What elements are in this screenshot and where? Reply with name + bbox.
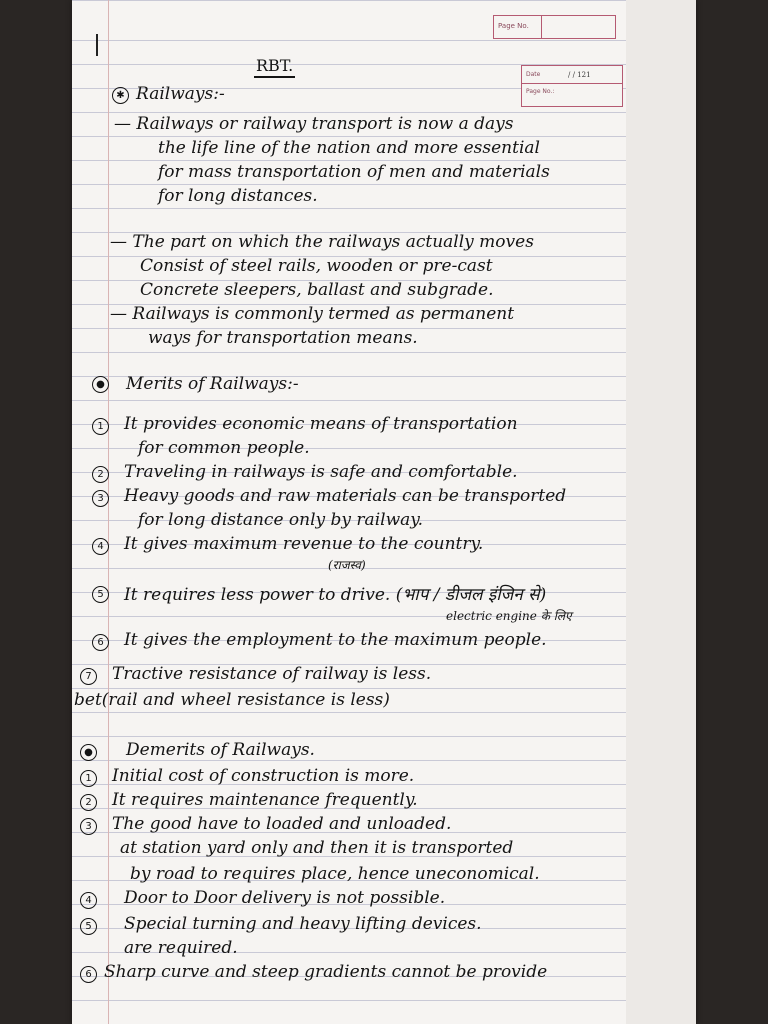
list-number: 6 <box>92 634 109 651</box>
merit-line: bet(rail and wheel resistance is less) <box>74 690 390 710</box>
demerit-line: Sharp curve and steep gradients cannot be provide <box>104 962 548 982</box>
merits-heading: Merits of Railways:- <box>126 374 299 394</box>
section-bullet-icon: ● <box>92 376 109 393</box>
section-bullet-icon: ✱ <box>112 87 129 104</box>
list-number: 2 <box>92 466 109 483</box>
list-number: 2 <box>80 794 97 811</box>
railways-line: the life line of the nation and more essential <box>158 138 540 158</box>
demerits-heading: Demerits of Railways. <box>126 740 315 760</box>
merit-line: It gives the employment to the maximum people. <box>124 630 547 650</box>
railways-heading: Railways:- <box>136 84 225 104</box>
railways-line: for long distances. <box>158 186 318 206</box>
list-number: 1 <box>80 770 97 787</box>
margin-line <box>108 0 109 1024</box>
railways-line: ways for transportation means. <box>148 328 418 348</box>
list-number: 1 <box>92 418 109 435</box>
demerit-line: Special turning and heavy lifting devices. <box>124 914 482 934</box>
date-label: Date <box>526 71 541 78</box>
demerit-line: It requires maintenance frequently. <box>112 790 418 810</box>
list-number: 3 <box>92 490 109 507</box>
page-edge <box>626 0 696 1024</box>
section-bullet-icon: ● <box>80 744 97 761</box>
merit-line: Tractive resistance of railway is less. <box>112 664 432 684</box>
list-number: 3 <box>80 818 97 835</box>
date-value: / / 121 <box>568 71 591 79</box>
merit-line: It requires less power to drive. (भाप / डीजल इंजिन से) <box>124 585 547 605</box>
railways-line: — Railways or railway transport is now a days <box>114 114 514 134</box>
page-number-label: Page No. <box>498 22 529 30</box>
merit-line: It provides economic means of transportation <box>124 414 518 434</box>
list-number: 4 <box>92 538 109 555</box>
list-number: 7 <box>80 668 97 685</box>
merit-line: for common people. <box>138 438 310 458</box>
notebook-page <box>72 0 696 1024</box>
pen-mark <box>96 34 98 56</box>
page-label: Page No.: <box>526 88 555 95</box>
railways-line: — The part on which the railways actually moves <box>110 232 534 252</box>
date-box <box>521 65 623 107</box>
demerit-line: Door to Door delivery is not possible. <box>124 888 446 908</box>
railways-line: for mass transportation of men and materials <box>158 162 550 182</box>
demerit-line: at station yard only and then it is transported <box>120 838 514 858</box>
list-number: 5 <box>92 586 109 603</box>
railways-line: — Railways is commonly termed as permanent <box>110 304 515 324</box>
demerit-line: Initial cost of construction is more. <box>112 766 415 786</box>
merit-line: for long distance only by railway. <box>138 510 423 530</box>
page-number-box <box>493 15 616 39</box>
merit-line: It gives maximum revenue to the country. <box>124 534 484 554</box>
merit-line: Heavy goods and raw materials can be transported <box>124 486 567 506</box>
demerit-line: by road to requires place, hence uneconomical. <box>130 864 540 884</box>
list-number: 6 <box>80 966 97 983</box>
merit-hindi-note: electric engine के लिए <box>446 609 572 623</box>
merit-hindi-note: (राजस्व) <box>328 558 366 572</box>
railways-line: Concrete sleepers, ballast and subgrade. <box>140 280 494 300</box>
merit-line: Traveling in railways is safe and comfortable. <box>124 462 518 482</box>
demerit-line: are required. <box>124 938 238 958</box>
list-number: 5 <box>80 918 97 935</box>
demerit-line: The good have to loaded and unloaded. <box>112 814 452 834</box>
railways-line: Consist of steel rails, wooden or pre-cast <box>140 256 493 276</box>
page-title: RBT. <box>256 56 294 75</box>
list-number: 4 <box>80 892 97 909</box>
